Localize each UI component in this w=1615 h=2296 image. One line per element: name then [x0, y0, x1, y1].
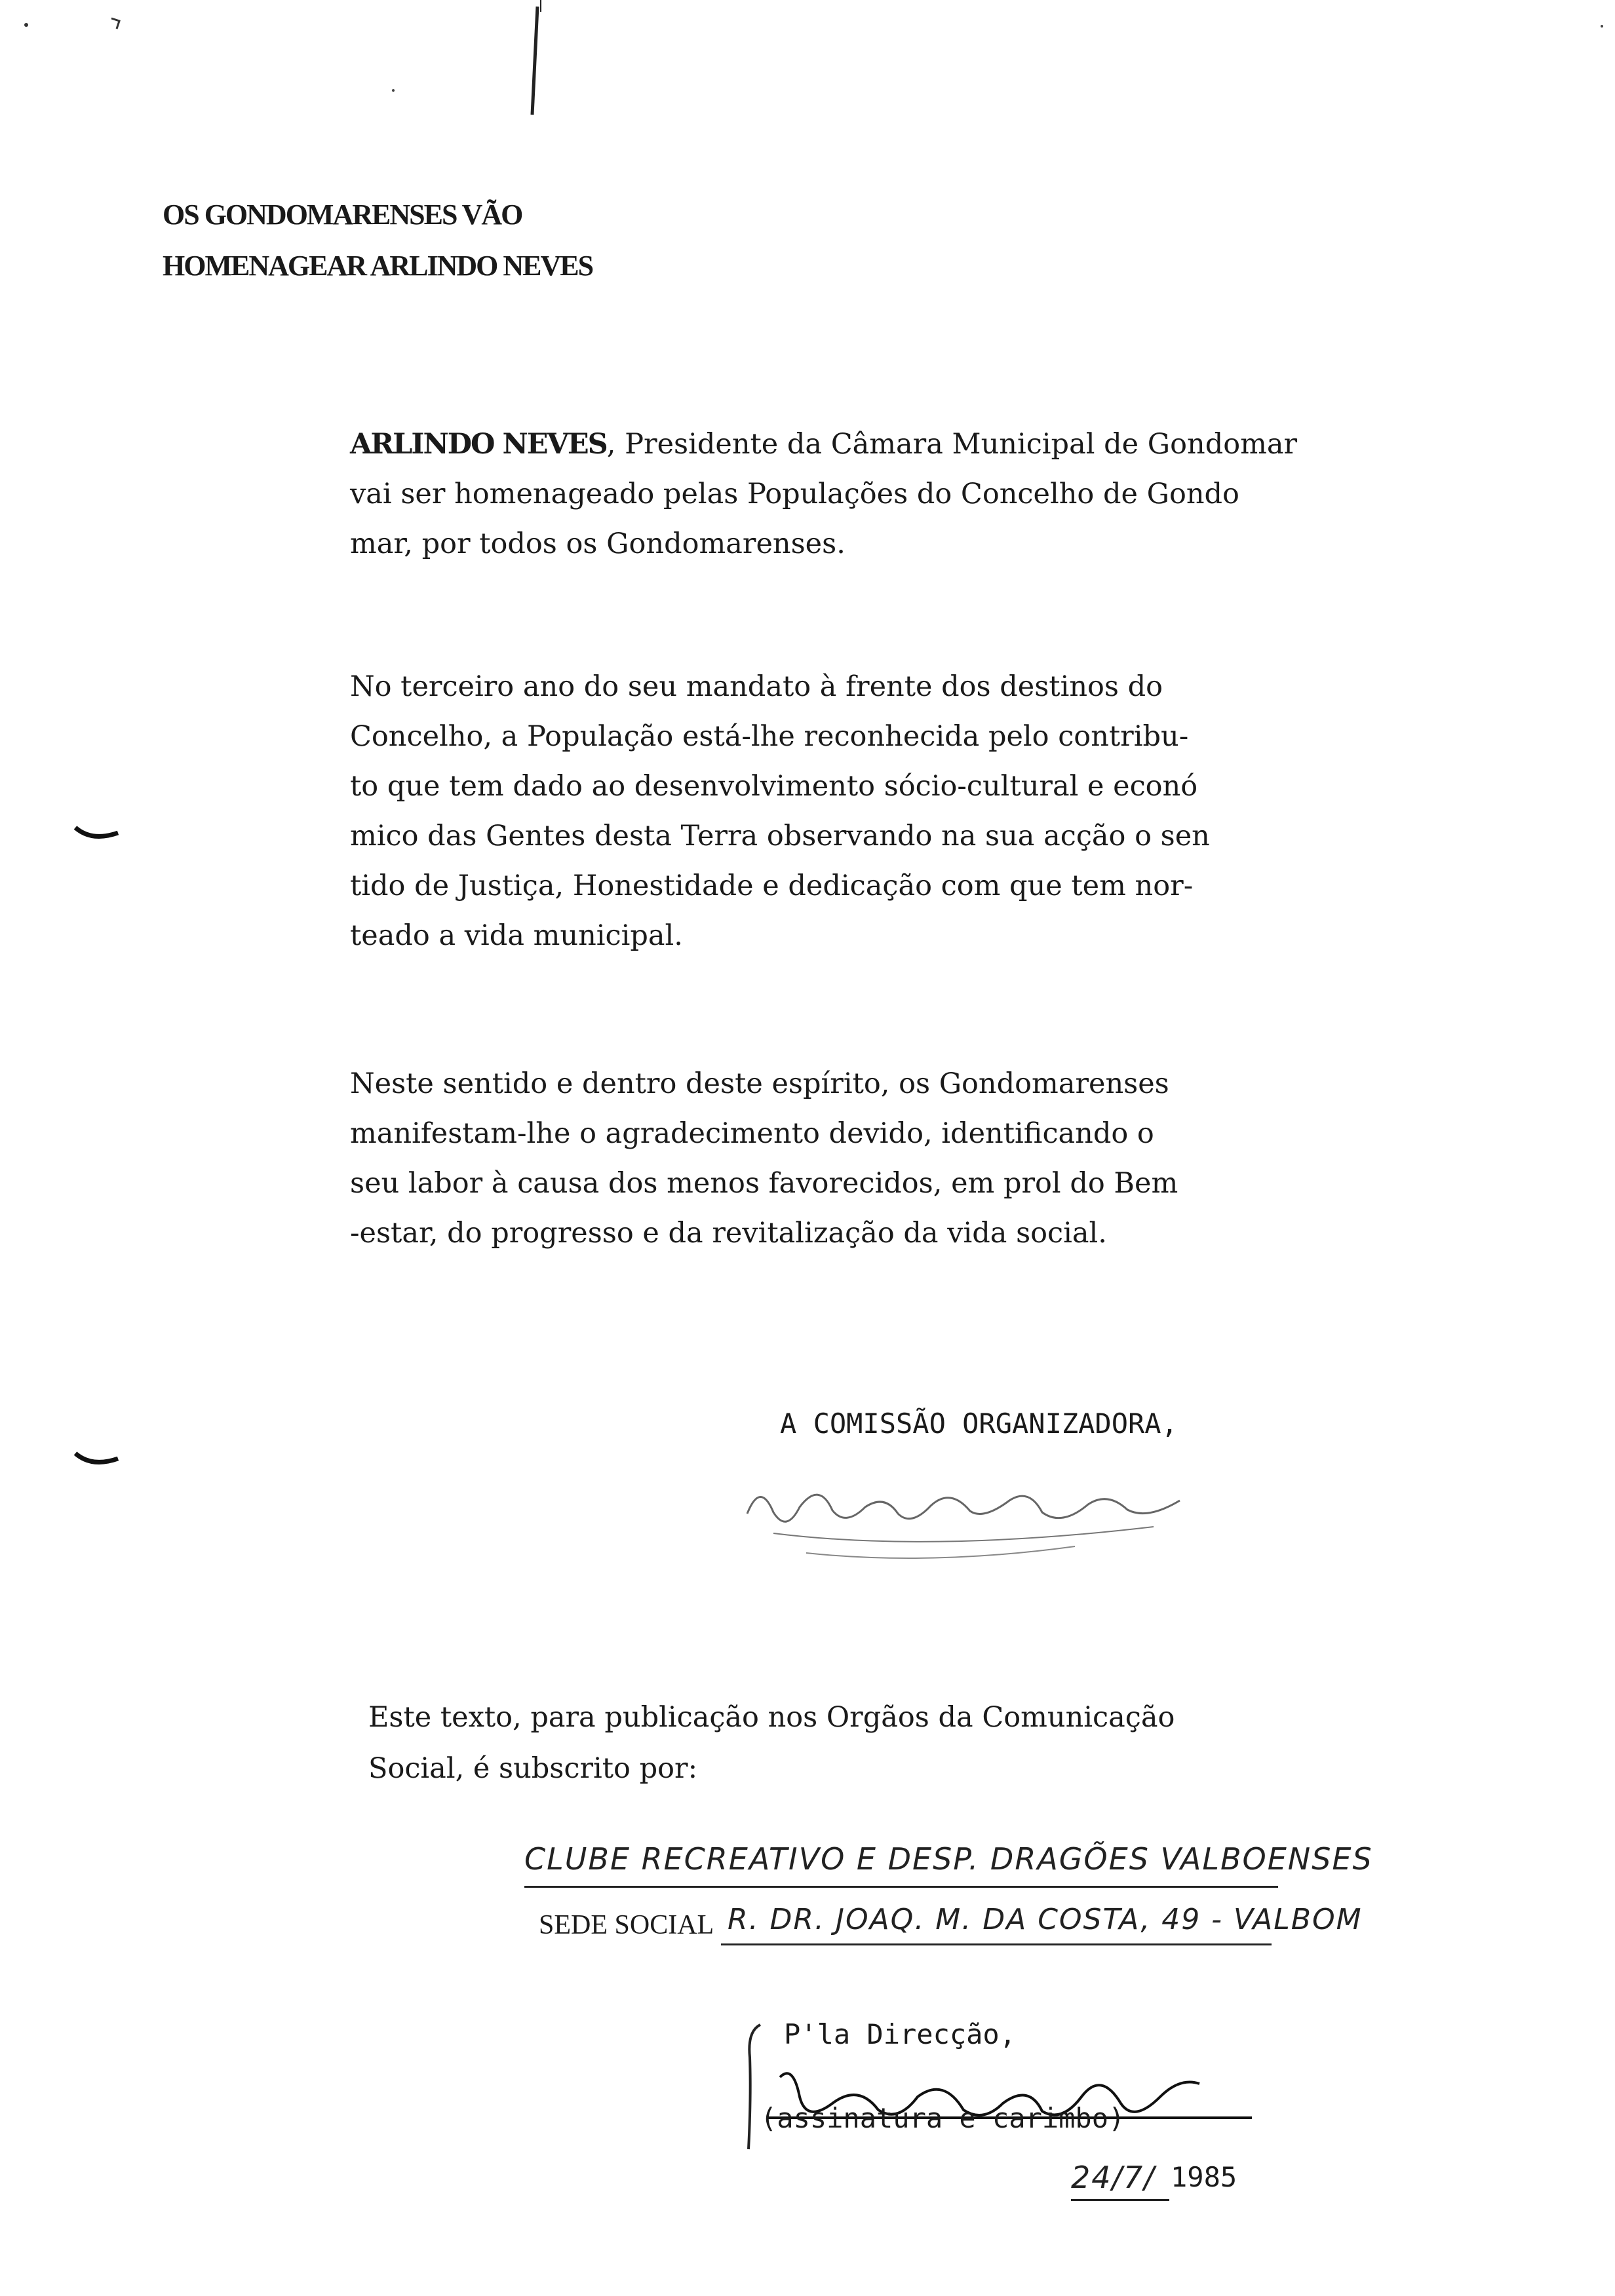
commission-label: A COMISSÃO ORGANIZADORA,: [780, 1407, 1178, 1440]
paragraph-1: [350, 419, 1300, 569]
direction-label: P'la Direcção,: [784, 2018, 1017, 2050]
date-day-month: 24/7/: [1071, 2160, 1156, 2195]
paragraph-1-line-2: vai ser homenageado pelas Populações do Concelho de Gondo: [350, 478, 1239, 510]
paragraph-2-line: Concelho, a População está-lhe reconhecida pelo contribu-: [350, 720, 1189, 753]
club-name-underline: [524, 1886, 1278, 1888]
paragraph-3-line: -estar, do progresso e da revitalização da vida social.: [350, 1217, 1107, 1250]
paragraph-2-line: mico das Gentes desta Terra observando na sua acção o sen: [350, 820, 1210, 852]
signature-caption: (assinatura e carimbo): [760, 2102, 1125, 2134]
club-name: CLUBE RECREATIVO E DESP. DRAGÕES VALBOENSES: [524, 1841, 1373, 1877]
paragraph-3-line: seu labor à causa dos menos favorecidos, em prol do Bem: [350, 1167, 1178, 1200]
paragraph-2-line: tido de Justiça, Honestidade e dedicação com que tem nor-: [350, 870, 1194, 902]
publication-line-1: Este texto, para publicação nos Orgãos da Comunicação: [368, 1701, 1175, 1734]
scan-mark-left-1: [72, 822, 125, 849]
sede-social-label: SEDE SOCIAL: [539, 1910, 714, 1940]
honoree-name: ARLINDO NEVES: [350, 428, 607, 461]
paragraph-2-line: to que tem dado ao desenvolvimento sócio-cultural e econó: [350, 770, 1198, 803]
club-address-underline: [721, 1943, 1272, 1945]
heading-line-2: HOMENAGEAR ARLINDO NEVES: [163, 250, 593, 282]
paragraph-3: [350, 1059, 1300, 1258]
paragraph-1-line-1: [350, 419, 1300, 469]
club-address: R. DR. JOAQ. M. DA COSTA, 49 - VALBOM: [728, 1903, 1363, 1936]
scan-mark-left-2: [72, 1448, 125, 1474]
commission-signature: [734, 1455, 1206, 1573]
heading-line-1: OS GONDOMARENSES VÃO: [163, 199, 522, 231]
paragraph-1-line-3: mar, por todos os Gondomarenses.: [350, 527, 846, 560]
paragraph-2-line: teado a vida municipal.: [350, 919, 683, 952]
scan-mark-top: [0, 0, 1615, 157]
paragraph-1-line-1-rest: , Presidente da Câmara Municipal de Gondomar: [606, 428, 1298, 461]
publication-text: [368, 1692, 1175, 1794]
paragraph-2: [350, 662, 1300, 961]
paragraph-3-line: manifestam-lhe o agradecimento devido, identificando o: [350, 1117, 1154, 1150]
date-underline: [1071, 2199, 1169, 2201]
paragraph-3-line: Neste sentido e dentro deste espírito, os Gondomarenses: [350, 1067, 1169, 1100]
date-year: 1985: [1171, 2161, 1237, 2193]
publication-line-2: Social, é subscrito por:: [368, 1752, 698, 1785]
paragraph-2-line: No terceiro ano do seu mandato à frente dos destinos do: [350, 670, 1163, 703]
